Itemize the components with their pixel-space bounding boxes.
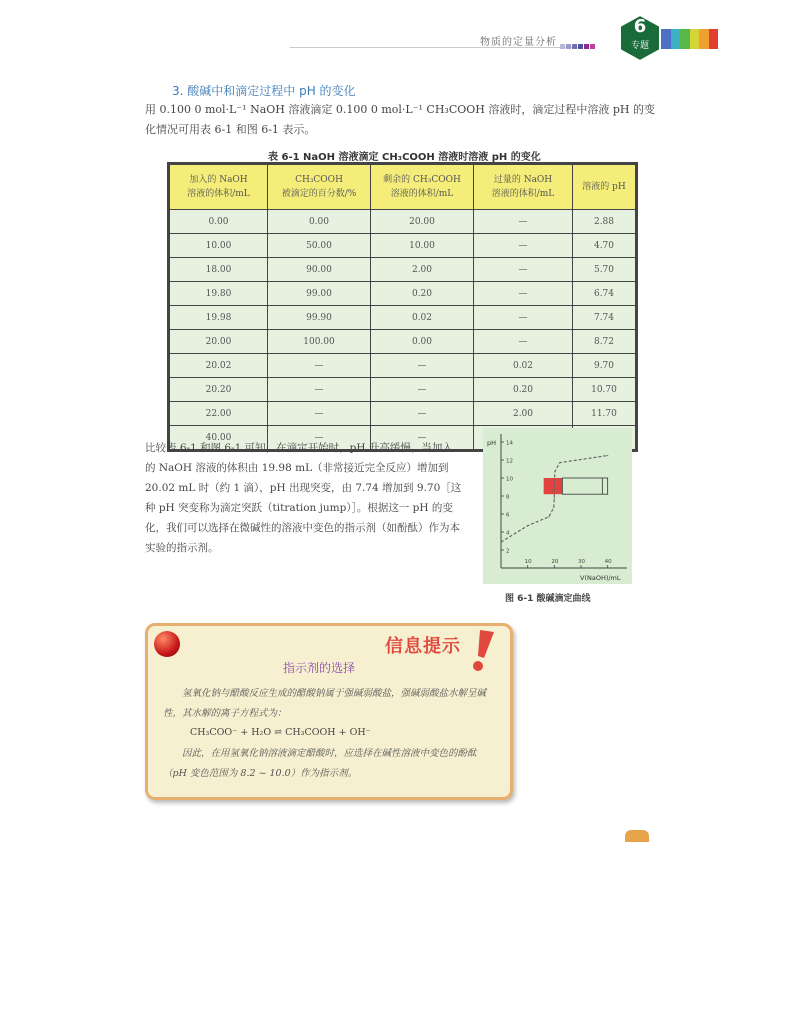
titration-curve-chart (483, 428, 632, 584)
table-cell: 19.80 (170, 282, 268, 306)
table-cell: 5.70 (573, 258, 636, 282)
table-cell: — (371, 402, 474, 426)
curve-point (554, 480, 555, 481)
info-paragraph-1: 氢氧化钠与醋酸反应生成的醋酸钠属于强碱弱酸盐，强碱弱酸盐水解呈碱性，其水解的离子方程式为： (163, 688, 487, 719)
body-paragraph: 比较表 6-1 和图 6-1 可知，在滴定开始时，pH 升高缓慢。当加入的 NaOH 溶液的体积由 19.98 mL（非常接近完全反应）增加到 20.02 mL 时（约 1 滴），pH 出现突变，由 7.74 增加到 9.70［这种 pH 突变称为滴定突跃（titration jump）］。根据这一 pH 的变化，我们可以选择在微碱性的溶液中变色的指示剂（如酚酞）作为本实验的指示剂。 (145, 442, 462, 554)
table-cell: — (268, 402, 371, 426)
curve-point (548, 516, 549, 517)
chapter-number: 6 (633, 16, 647, 37)
curve-point (500, 541, 501, 542)
table-cell: 10.00 (170, 234, 268, 258)
header-decoration-dots (560, 34, 596, 53)
y-tick-label: 14 (506, 440, 513, 447)
table-cell: 8.72 (573, 330, 636, 354)
table-cell: 0.20 (474, 378, 573, 402)
table-cell: 40.00 (170, 426, 268, 450)
table-cell: — (474, 210, 573, 234)
curve-point (559, 462, 560, 463)
table-cell: 0.00 (170, 210, 268, 234)
header-title: 物质的定量分析 (480, 37, 557, 48)
table-cell: 50.00 (268, 234, 371, 258)
table-cell: 99.00 (268, 282, 371, 306)
table-cell: — (474, 306, 573, 330)
table-cell: 20.20 (170, 378, 268, 402)
table-cell: 0.00 (268, 210, 371, 234)
table-cell: 20.00 (170, 330, 268, 354)
table-cell: 0.00 (371, 330, 474, 354)
table-cell: 10.00 (371, 234, 474, 258)
table-cell: 0.20 (371, 282, 474, 306)
table-cell: — (268, 426, 371, 450)
table-cell: 90.00 (268, 258, 371, 282)
y-tick-label: 4 (506, 530, 510, 537)
section-heading: 3. 酸碱中和滴定过程中 pH 的变化 (172, 84, 356, 98)
curve-point (607, 455, 608, 456)
table-cell: 20.02 (170, 354, 268, 378)
figure-caption: 图 6-1 酸碱滴定曲线 (505, 594, 591, 604)
table-cell: — (268, 378, 371, 402)
table-cell: 4.70 (573, 234, 636, 258)
x-tick-label: 30 (578, 559, 585, 565)
table-header-cell: 过量的 NaOH 溶液的体积/mL (474, 165, 573, 210)
table-cell: — (474, 282, 573, 306)
section-intro: 用 0.100 0 mol·L⁻¹ NaOH 溶液滴定 0.100 0 mol·L⁻¹ CH₃COOH 溶液时，滴定过程中溶液 pH 的变化情况可用表 6-1 和图 6-1 表示。 (145, 103, 656, 136)
table-cell: — (371, 426, 474, 450)
x-tick-label: 10 (524, 559, 532, 565)
info-paragraph-2: 因此，在用氢氧化钠溶液滴定醋酸时，应选择在碱性溶液中变色的酚酞（pH 变色范围为 8.2 ~ 10.0）作为指示剂。 (163, 748, 477, 779)
table-cell: 2.00 (474, 402, 573, 426)
table-header-cell: 溶液的 pH (573, 165, 636, 210)
exclamation-icon (466, 628, 500, 672)
table-cell: — (474, 234, 573, 258)
table-cell: — (474, 258, 573, 282)
table-row (170, 354, 636, 378)
table-caption: 表 6-1 NaOH 溶液滴定 CH₃COOH 溶液时溶液 pH 的变化 (268, 152, 541, 163)
table-cell: 11.70 (573, 402, 636, 426)
table-row (170, 258, 636, 282)
table-cell: 99.90 (268, 306, 371, 330)
y-axis-label: pH (487, 439, 497, 447)
info-title: 指示剂的选择 (283, 661, 356, 675)
y-tick-label: 2 (506, 548, 510, 555)
table-cell: — (371, 378, 474, 402)
table-cell: 22.00 (170, 402, 268, 426)
table-row (170, 330, 636, 354)
chapter-label: 专题 (630, 41, 649, 51)
table-cell: 0.02 (474, 354, 573, 378)
table-row (170, 378, 636, 402)
table-row (170, 402, 636, 426)
table-cell: — (474, 330, 573, 354)
table-cell: 6.74 (573, 282, 636, 306)
table-row (170, 210, 636, 234)
table-cell: 2.00 (371, 258, 474, 282)
x-tick-label: 40 (604, 559, 612, 565)
table-header-cell: CH₃COOH 被滴定的百分数/% (268, 165, 371, 210)
table-row (170, 234, 636, 258)
table-cell: 100.00 (268, 330, 371, 354)
table-cell: 2.88 (573, 210, 636, 234)
table-row (170, 282, 636, 306)
table-cell: — (371, 354, 474, 378)
table-cell: 10.70 (573, 378, 636, 402)
table-cell: 20.00 (371, 210, 474, 234)
curve-point (554, 498, 555, 499)
indicator-range-outline (562, 478, 607, 494)
titration-table (167, 162, 638, 452)
table-cell: — (268, 354, 371, 378)
table-cell: 7.74 (573, 306, 636, 330)
table-header-cell: 加入的 NaOH 溶液的体积/mL (170, 165, 268, 210)
table-header-cell: 剩余的 CH₃COOH 溶液的体积/mL (371, 165, 474, 210)
y-tick-label: 8 (506, 494, 510, 501)
table-cell: 19.98 (170, 306, 268, 330)
hydrolysis-equation: CH₃COO⁻ + H₂O ⇌ CH₃COOH + OH⁻ (190, 727, 371, 738)
indicator-range-band (544, 478, 563, 494)
info-badge: 信息提示 (385, 636, 461, 657)
table-row (170, 306, 636, 330)
table-header-row (170, 165, 636, 210)
red-ball-icon (154, 631, 180, 657)
x-axis-label: V(NaOH)/mL (580, 574, 621, 582)
table-cell: 0.02 (371, 306, 474, 330)
curve-point (553, 507, 554, 508)
curve-point (527, 525, 528, 526)
curve-point (554, 489, 555, 490)
page-number-tab (625, 830, 649, 842)
table-cell: 18.00 (170, 258, 268, 282)
table-cell: 9.70 (573, 354, 636, 378)
y-tick-label: 6 (506, 512, 510, 519)
y-tick-label: 10 (506, 476, 513, 483)
y-tick-label: 12 (506, 458, 513, 465)
x-tick-label: 20 (551, 559, 559, 565)
curve-point (554, 471, 555, 472)
